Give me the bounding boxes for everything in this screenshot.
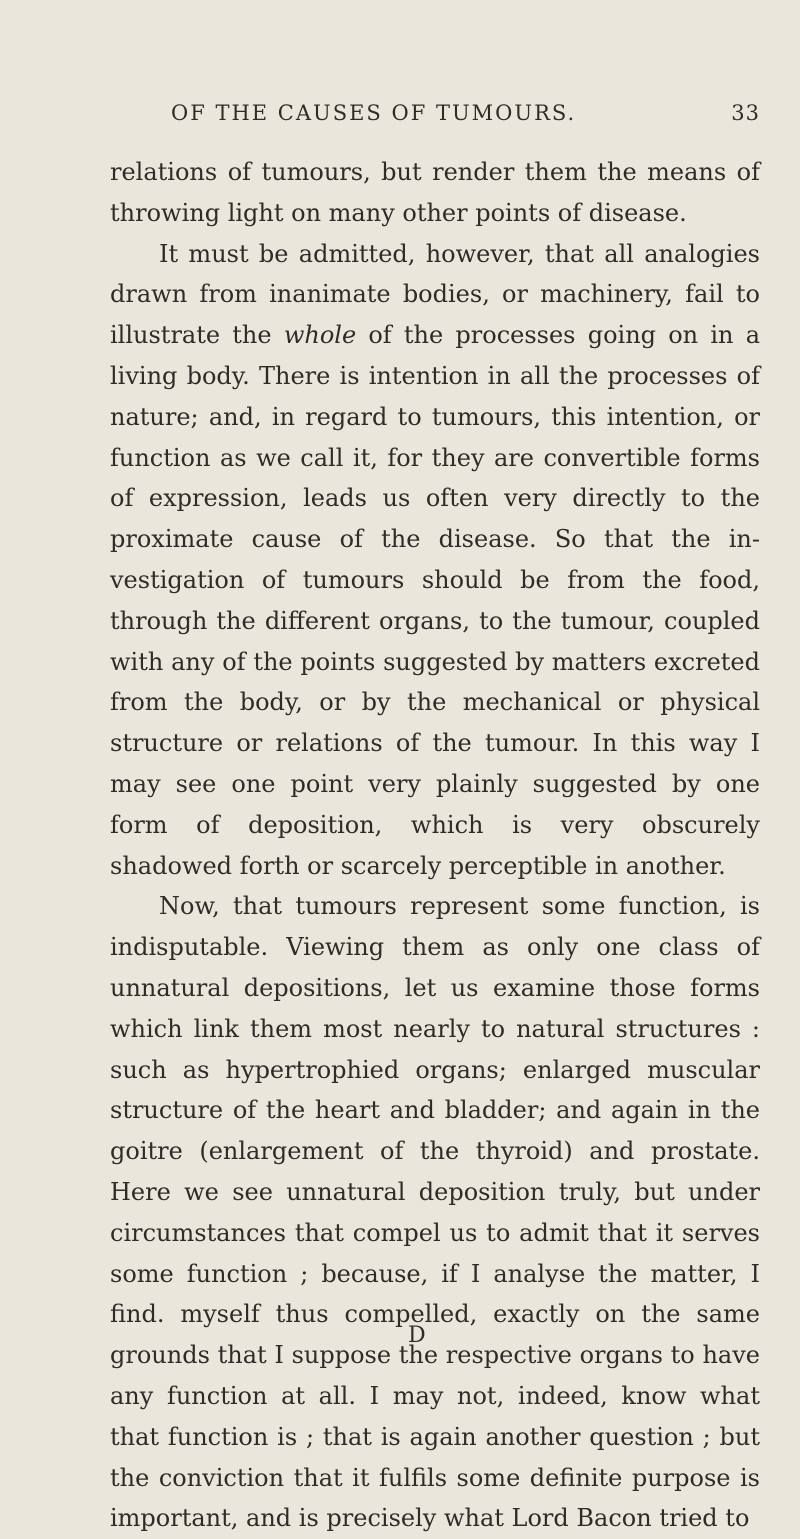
running-head: [171, 101, 760, 131]
paragraph-2-emphasis: whole: [283, 321, 357, 350]
body-text: [110, 152, 760, 1539]
paragraph-3-text: Now, that tumours represent some function, is indisputable. Viewing them as only one class of unnatural depositions, let us examine those forms which link them most nearly to natural structures : such as hypertrophied organs; enlarged muscular structure of the heart and bladder; and again in the goitre (enlargement of the thyroid) and prostate. Here we see unnatural deposition truly, but under circumstances that compel us to admit that it serves some function ; because, if I analyse the matter, I find. myself thus compelled, exactly on the same grounds that I suppose the respective organs to have any function at all. I may not, indeed, know what that function is ; that is again another question ; but the conviction that it fulfils some definite purpose is important, and is precisely what Lord Bacon tried to: [110, 892, 760, 1533]
paragraph-3: [110, 886, 760, 1539]
paragraph-1-text: relations of tumours, but render them the means of throwing light on many other points of disease.: [110, 158, 760, 227]
page-number: 33: [731, 101, 760, 125]
signature-mark: D: [408, 1323, 426, 1348]
paragraph-1: [110, 152, 760, 234]
paragraph-2: [110, 234, 760, 887]
running-title: OF THE CAUSES OF TUMOURS.: [171, 101, 577, 125]
paragraph-2-text-start: It must be admitted, however, that all analogies drawn from inanimate bodies, or machinery, fail to illustrate the: [110, 239, 760, 350]
paragraph-2-text-end: of the processes going on in a living body. There is intention in all the processes of nature; and, in regard to tumours, this intention, or function as we call it, for they are convertible forms of expression, leads us often very directly to the proximate cause of the disease. So that the in-vestigation of tumours should be from the food, through the different organs, to the tumour, coupled with any of the points suggested by matters excreted from the body, or by the mechanical or physical structure or relations of the tumour. In this way I may see one point very plainly suggested by one form of deposition, which is very obscurely shadowed forth or scarcely perceptible in another.: [110, 321, 761, 880]
